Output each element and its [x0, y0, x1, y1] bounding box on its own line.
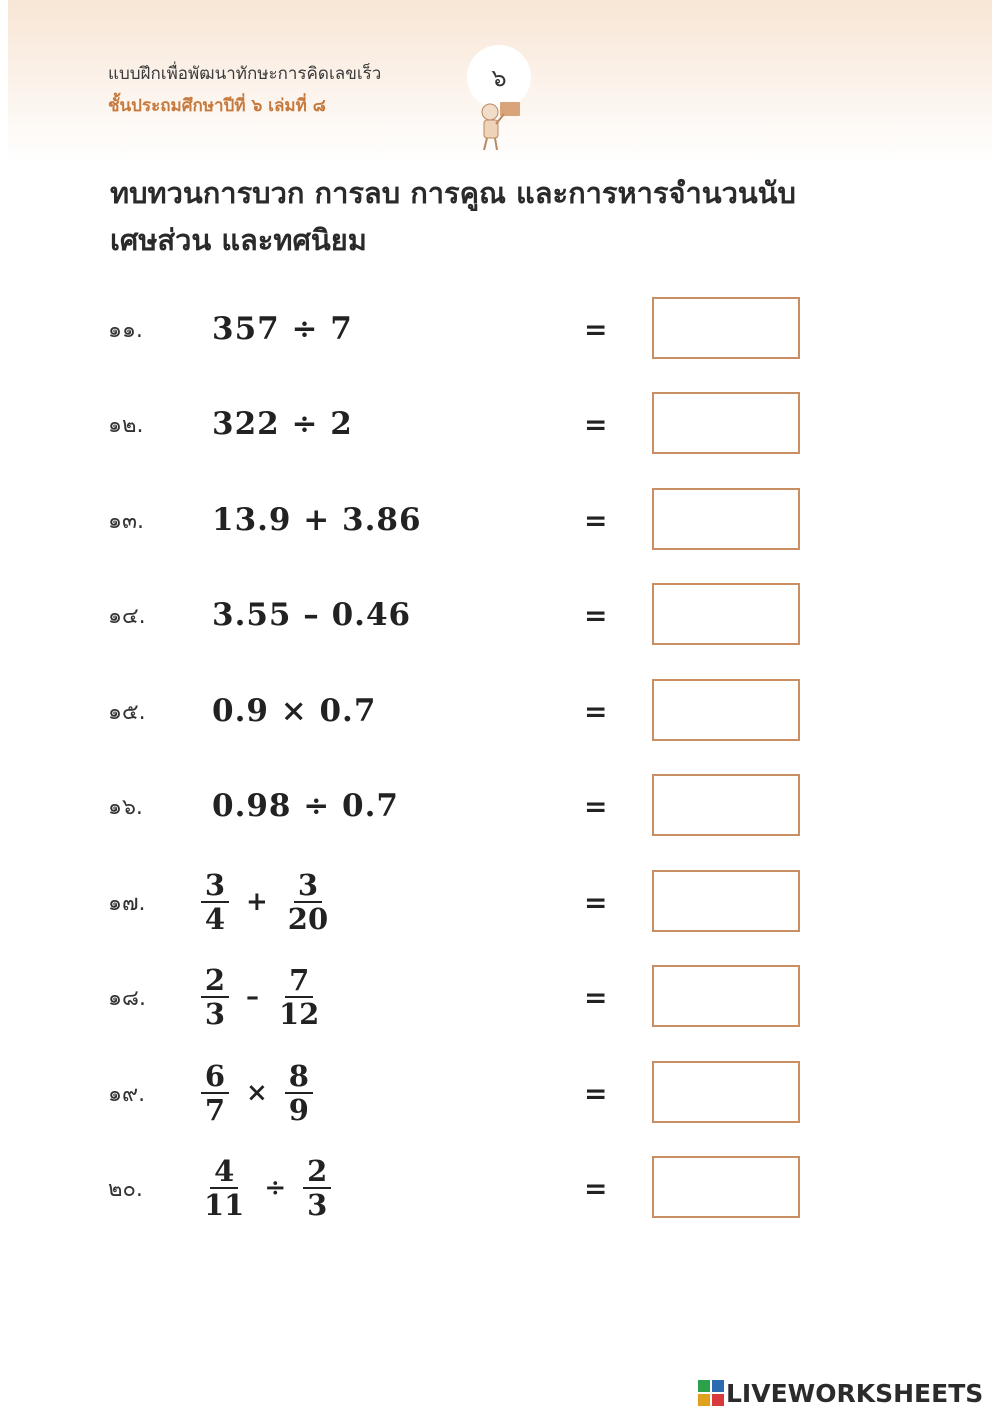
problem-expression: 322 ÷ 2 [212, 406, 353, 442]
problem-number: ๑๓. [108, 508, 144, 534]
answer-box[interactable] [652, 297, 800, 359]
fraction [284, 869, 332, 935]
answer-box[interactable] [652, 392, 800, 454]
problem-number: ๑๘. [108, 985, 146, 1011]
page-heading: ทบทวนการบวก การลบ การคูณ และการหารจำนวนนับ เศษส่วน และทศนิยม [110, 176, 796, 257]
problem-number: ๑๕. [108, 699, 146, 725]
answer-box[interactable] [652, 1061, 800, 1123]
numerator: 2 [201, 964, 229, 998]
page-number: ๖ [467, 45, 531, 109]
problem-row [0, 1156, 1000, 1220]
problem-number: ๑๖. [108, 794, 143, 820]
fraction [200, 869, 230, 935]
equals-sign: = [584, 407, 608, 441]
numerator: 4 [210, 1155, 238, 1189]
numerator: 3 [201, 869, 229, 903]
fraction [284, 1060, 314, 1126]
denominator: 3 [204, 997, 226, 1031]
problem-row [0, 679, 1000, 743]
denominator: 4 [204, 902, 226, 936]
operator: × [246, 1078, 268, 1108]
problem-number: ๑๙. [108, 1081, 146, 1107]
answer-box[interactable] [652, 774, 800, 836]
fraction-expression [200, 1156, 332, 1220]
liveworksheets-text: LIVEWORKSHEETS [726, 1378, 984, 1408]
liveworksheets-logo [698, 1376, 983, 1410]
operator: ÷ [264, 1173, 287, 1203]
problem-number: ๑๒. [108, 412, 144, 438]
problem-row [0, 1061, 1000, 1125]
fraction-expression [200, 870, 332, 934]
denominator: 3 [307, 1188, 328, 1222]
numerator: 3 [294, 869, 322, 903]
answer-box[interactable] [652, 679, 800, 741]
denominator: 11 [204, 1188, 245, 1222]
equals-sign: = [584, 789, 608, 823]
liveworksheets-icon [698, 1380, 724, 1406]
fraction [200, 1155, 248, 1221]
mascot-illustration [470, 98, 526, 154]
denominator: 12 [279, 997, 320, 1031]
equals-sign: = [584, 694, 608, 728]
series-title: แบบฝึกเพื่อพัฒนาทักษะการคิดเลขเร็ว [108, 64, 382, 84]
answer-box[interactable] [652, 870, 800, 932]
answer-box[interactable] [652, 965, 800, 1027]
answer-box[interactable] [652, 1156, 800, 1218]
operator: – [246, 982, 259, 1012]
equals-sign: = [584, 312, 608, 346]
problem-row [0, 774, 1000, 838]
answer-box[interactable] [652, 488, 800, 550]
problem-expression: 0.98 ÷ 0.7 [212, 788, 399, 824]
numerator: 2 [303, 1155, 331, 1189]
problem-row [0, 870, 1000, 934]
fraction-expression [200, 1061, 314, 1125]
fraction [200, 1060, 230, 1126]
problem-row [0, 583, 1000, 647]
numerator: 6 [201, 1060, 229, 1094]
problem-number: ๑๔. [108, 603, 146, 629]
level-title: ชั้นประถมศึกษาปีที่ ๖ เล่มที่ ๘ [108, 96, 326, 116]
problem-row [0, 297, 1000, 361]
problem-expression: 0.9 × 0.7 [212, 693, 377, 729]
equals-sign: = [584, 980, 608, 1014]
answer-box[interactable] [652, 583, 800, 645]
equals-sign: = [584, 503, 608, 537]
fraction [302, 1155, 332, 1221]
problem-expression: 13.9 + 3.86 [212, 502, 422, 538]
equals-sign: = [584, 1171, 608, 1205]
problem-row [0, 965, 1000, 1029]
fraction-expression [200, 965, 323, 1029]
fraction [275, 964, 323, 1030]
operator: + [246, 887, 268, 917]
problem-number: ๑๗. [108, 890, 146, 916]
equals-sign: = [584, 1076, 608, 1110]
denominator: 20 [287, 902, 329, 936]
equals-sign: = [584, 885, 608, 919]
problem-expression: 357 ÷ 7 [212, 311, 353, 347]
problem-row [0, 392, 1000, 456]
problem-expression: 3.55 – 0.46 [212, 597, 412, 633]
denominator: 9 [288, 1093, 309, 1127]
numerator: 7 [285, 964, 313, 998]
denominator: 7 [204, 1093, 226, 1127]
problem-number: ๑๑. [108, 317, 143, 343]
problem-row [0, 488, 1000, 552]
problem-number: ๒๐. [108, 1176, 143, 1202]
numerator: 8 [285, 1060, 313, 1094]
fraction [200, 964, 230, 1030]
equals-sign: = [584, 598, 608, 632]
